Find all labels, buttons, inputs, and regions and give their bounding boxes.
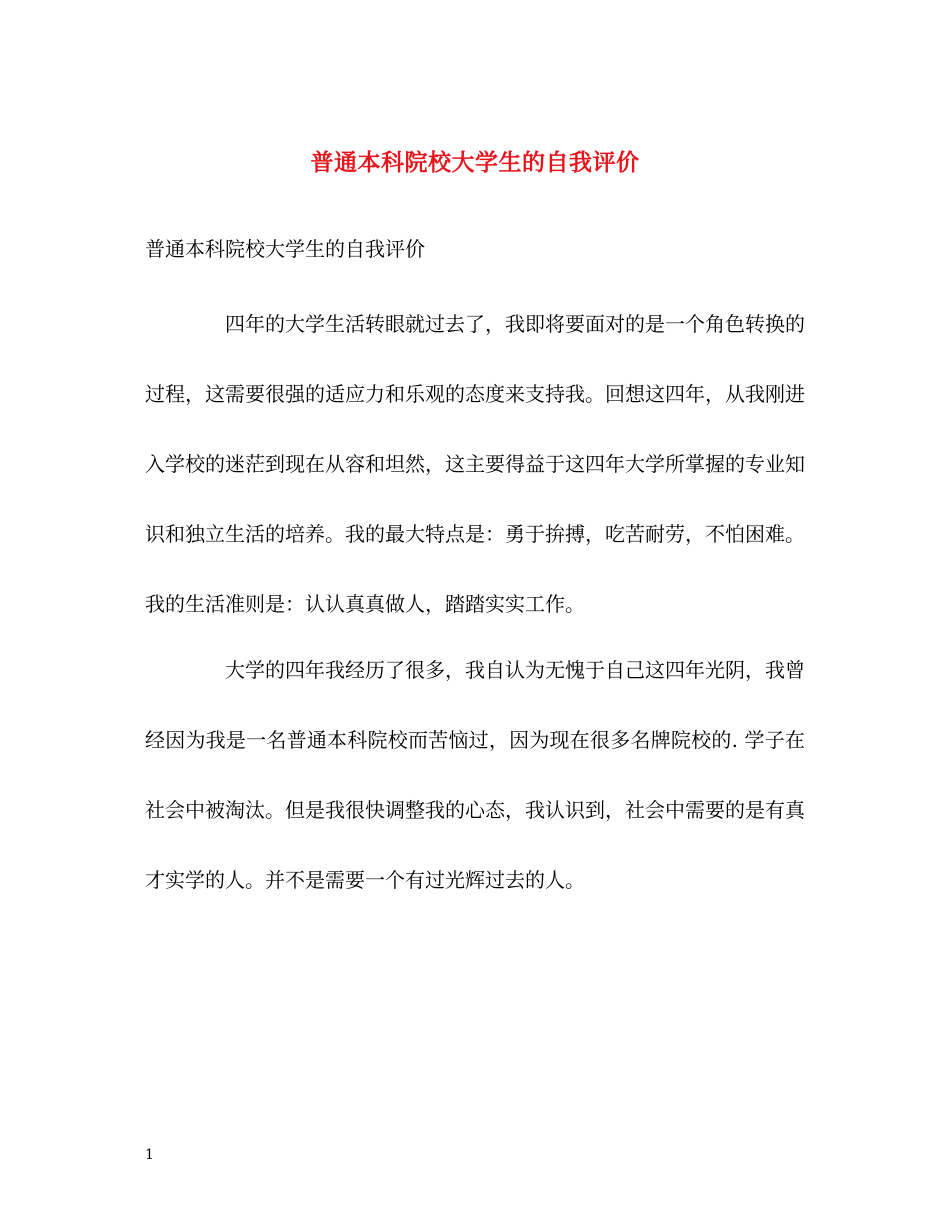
document-subtitle: 普通本科院校大学生的自我评价 xyxy=(145,237,425,261)
paragraph-2: 大学的四年我经历了很多，我自认为无愧于自己这四年光阴，我曾经因为我是一名普通本科院校而苦恼过，因为现在很多名牌院校的. 学子在社会中被淘汰。但是我很快调整我的心态，我认识到，社会中需要的是有真才实学的人。并不是需要一个有过光辉过去的人。 xyxy=(145,658,805,892)
document-body xyxy=(145,289,805,915)
document-title: 普通本科院校大学生的自我评价 xyxy=(310,149,640,176)
page-number: 1 xyxy=(145,1147,154,1163)
paragraph-1: 四年的大学生活转眼就过去了，我即将要面对的是一个角色转换的过程，这需要很强的适应力和乐观的态度来支持我。回想这四年，从我刚进入学校的迷茫到现在从容和坦然，这主要得益于这四年大学所掌握的专业知识和独立生活的培养。我的最大特点是：勇于拚搏，吃苦耐劳，不怕困难。我的生活准则是：认认真真做人，踏踏实实工作。 xyxy=(145,312,805,616)
